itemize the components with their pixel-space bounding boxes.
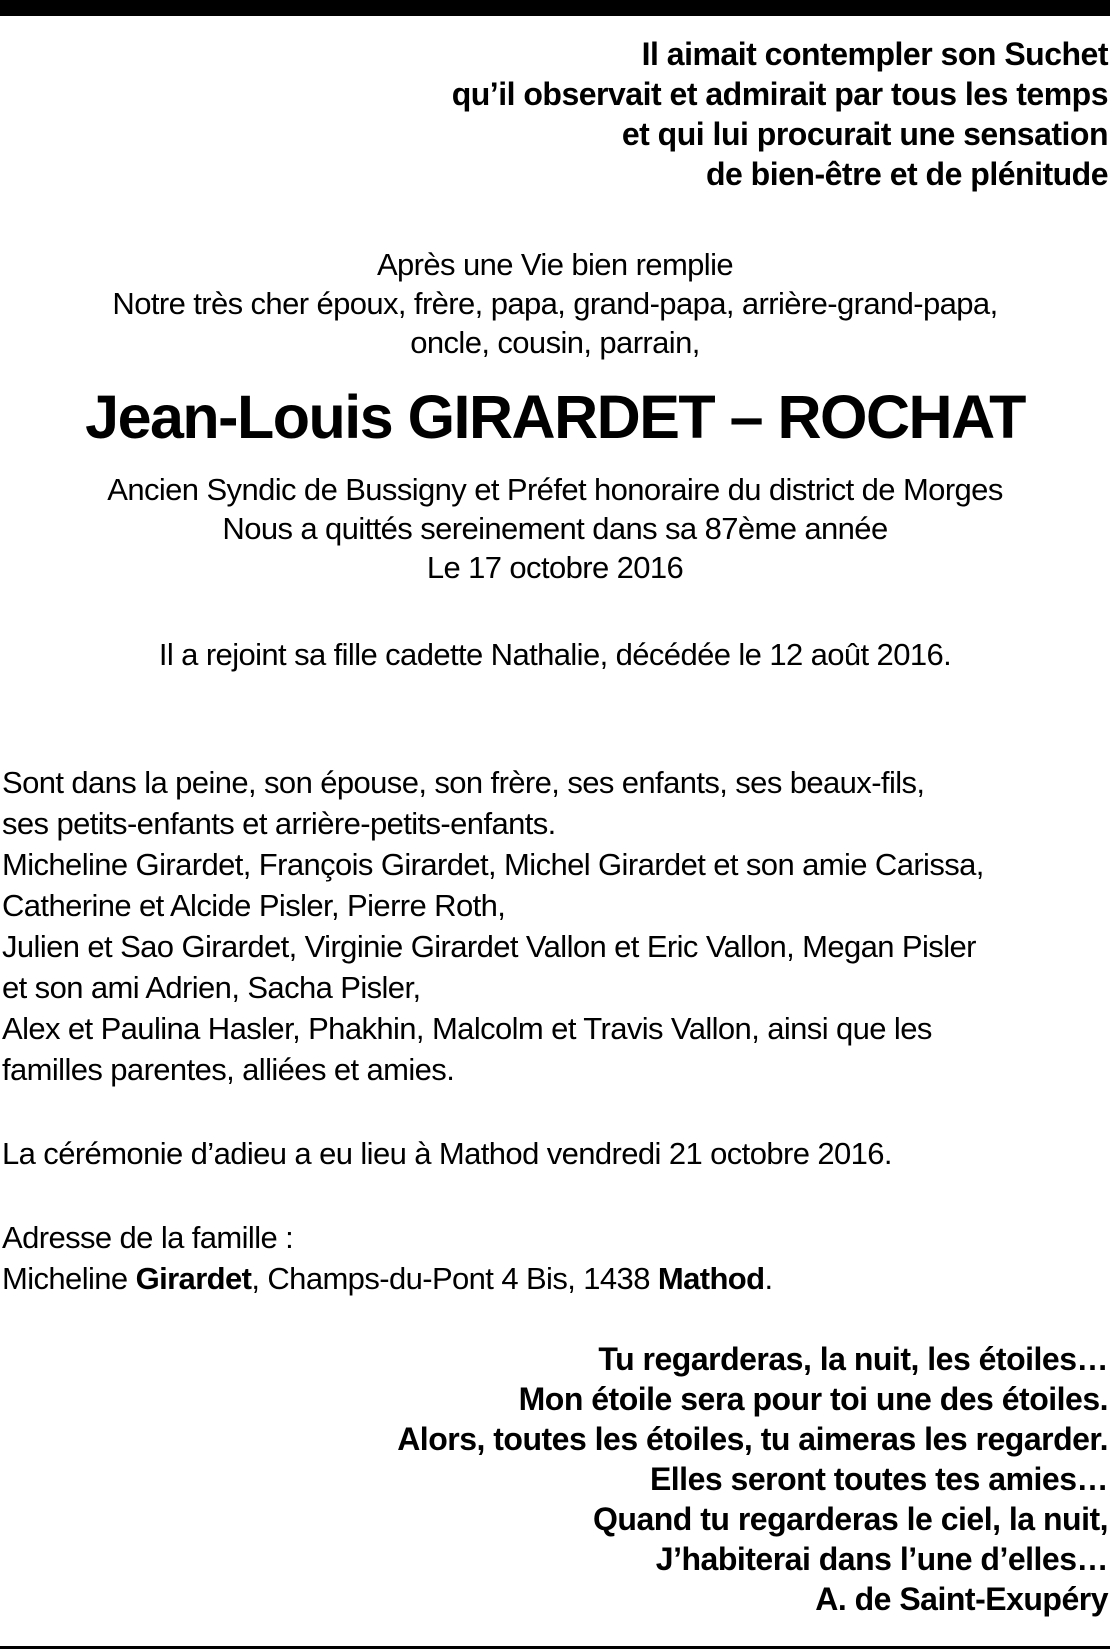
closing-quote-line: Mon étoile sera pour toi une des étoiles. xyxy=(518,1381,1108,1417)
closing-quote-line: J’habiterai dans l’une d’elles… xyxy=(655,1541,1108,1577)
bio-line: Nous a quittés sereinement dans sa 87ème année xyxy=(222,511,888,546)
address-line xyxy=(2,1258,1110,1299)
family-line: Catherine et Alcide Pisler, Pierre Roth, xyxy=(2,888,506,923)
ceremony-text: La cérémonie d’adieu a eu lieu à Mathod vendredi 21 octobre 2016. xyxy=(2,1136,892,1171)
intro-line: oncle, cousin, parrain, xyxy=(410,325,700,360)
bio-line: Le 17 octobre 2016 xyxy=(426,550,684,585)
epigraph-line: qu’il observait et admirait par tous les temps xyxy=(451,76,1108,112)
address-end: . xyxy=(764,1261,773,1296)
bottom-border-rule xyxy=(0,1646,1110,1649)
closing-quote-line: Quand tu regarderas le ciel, la nuit, xyxy=(593,1501,1108,1537)
bio xyxy=(0,470,1110,587)
ceremony-note xyxy=(0,1133,1110,1174)
closing-quote-line: Tu regarderas, la nuit, les étoiles… xyxy=(598,1341,1108,1377)
epigraph xyxy=(0,34,1110,194)
closing-quote-line: Elles seront toutes tes amies… xyxy=(649,1461,1108,1497)
family-line: Micheline Girardet, François Girardet, Michel Girardet et son amie Carissa, xyxy=(2,847,984,882)
deceased-name: Jean-Louis GIRARDET – ROCHAT xyxy=(85,383,1025,451)
epigraph-line: Il aimait contempler son Suchet xyxy=(641,36,1108,72)
address-first-name: Micheline xyxy=(2,1261,136,1296)
epigraph-line: de bien-être et de plénitude xyxy=(705,156,1108,192)
address-surname: Girardet xyxy=(135,1261,252,1296)
intro xyxy=(0,245,1110,362)
intro-line: Notre très cher époux, frère, papa, grand-papa, arrière-grand-papa, xyxy=(112,286,998,321)
family-address xyxy=(0,1217,1110,1299)
family-list xyxy=(0,762,1110,1090)
bio-line: Ancien Syndic de Bussigny et Préfet honoraire du district de Morges xyxy=(107,472,1003,507)
epigraph-line: et qui lui procurait une sensation xyxy=(621,116,1108,152)
address-heading: Adresse de la famille : xyxy=(2,1220,294,1255)
family-line: Julien et Sao Girardet, Virginie Girardet Vallon et Eric Vallon, Megan Pisler xyxy=(2,929,976,964)
address-street: , Champs-du-Pont 4 Bis, 1438 xyxy=(251,1261,658,1296)
family-line: familles parentes, alliées et amies. xyxy=(2,1052,455,1087)
address-town: Mathod xyxy=(657,1261,765,1296)
daughter-note-text: Il a rejoint sa fille cadette Nathalie, décédée le 12 août 2016. xyxy=(158,637,952,672)
family-line: ses petits-enfants et arrière-petits-enfants. xyxy=(2,806,556,841)
family-line: Alex et Paulina Hasler, Phakhin, Malcolm et Travis Vallon, ainsi que les xyxy=(2,1011,932,1046)
family-line: Sont dans la peine, son épouse, son frère, ses enfants, ses beaux-fils, xyxy=(2,765,925,800)
family-line: et son ami Adrien, Sacha Pisler, xyxy=(2,970,421,1005)
top-border-rule xyxy=(0,0,1110,16)
closing-quote-author: A. de Saint-Exupéry xyxy=(815,1581,1108,1617)
closing-quote-line: Alors, toutes les étoiles, tu aimeras les regarder. xyxy=(397,1421,1108,1457)
daughter-note xyxy=(0,635,1110,674)
closing-quote xyxy=(0,1339,1110,1619)
intro-line: Après une Vie bien remplie xyxy=(376,247,734,282)
